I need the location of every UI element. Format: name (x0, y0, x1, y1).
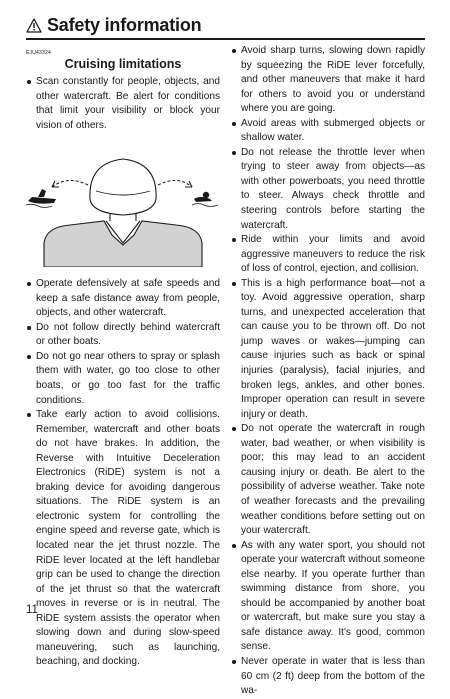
section-code: EJU43324 (26, 50, 51, 56)
list-item: Avoid areas with submerged objects or shallow water. (231, 117, 425, 146)
left-column (26, 44, 220, 670)
swimmer-icon (192, 192, 218, 207)
list-item: Scan constantly for people, objects, and other watercraft. Be alert for conditions that limit your visibility or block your vision of others. (26, 75, 220, 133)
visibility-illustration (26, 139, 220, 267)
list-item: This is a high performance boat—not a toy. Avoid aggressive operation, sharp turns, and unexpected acceleration that can cause you to be thrown off. Do not jump waves or wakes—jumping can cause injuries such as back or spinal injuries (paralysis), facial injuries, and broken legs, ankles, and other bones. Improper operation can result in severe injury or death. (231, 277, 425, 422)
list-item: Do not operate the watercraft in rough water, bad weather, or when visibility is poor; this may lead to an accident causing injury or death. Be alert to the possibility of adverse weather. Take note of weather forecasts and the prevailing weather conditions before setting out on your watercraft. (231, 422, 425, 538)
page-number: 11 (26, 604, 38, 616)
section-title: Cruising limitations (64, 57, 182, 71)
header-title: Safety information (47, 14, 202, 35)
bullet-list (26, 277, 220, 670)
first-bullet-list (26, 75, 220, 133)
list-item: Operate defensively at safe speeds and keep a safe distance away from people, objects, and other watercraft. (26, 277, 220, 321)
list-item: Do not follow directly behind watercraft or other boats. (26, 321, 220, 350)
rider-shoulders (44, 221, 202, 267)
warning-triangle-icon (26, 18, 42, 33)
section-header (26, 12, 226, 38)
watercraft-icon (26, 189, 56, 208)
list-item: Do not release the throttle lever when trying to steer away from objects—as with other powerboats, you need throttle to steer. Always check throttle and steering controls before starting the watercraft. (231, 146, 425, 233)
list-item: Ride within your limits and avoid aggressive maneuvers to reduce the risk of loss of control, ejection, and collision. (231, 233, 425, 277)
sight-arrow-right (158, 181, 192, 188)
list-item: Never operate in water that is less than 60 cm (2 ft) deep from the bottom of the wa- (231, 655, 425, 699)
list-item: Avoid sharp turns, slowing down rapidly by squeezing the RiDE lever forcefully, and other maneuvers that make it hard for others to avoid you or understand where you are going. (231, 44, 425, 117)
header-rule (26, 38, 425, 40)
rider-helmet (90, 159, 156, 215)
list-item: Do not go near others to spray or splash them with water, go too close to other boats, or go too fast for the traffic conditions. (26, 350, 220, 408)
sight-arrow-left (52, 181, 88, 188)
list-item: As with any water sport, you should not operate your watercraft without someone else nearby. If you operate further than swimming distance from shore, you should be accompanied by another boat or watercraft, but make sure you stay a safe distance away. It's good, common sense. (231, 539, 425, 655)
list-item: Take early action to avoid collisions. Remember, watercraft and other boats do not have brakes. In addition, the Reverse with Intuitive Deceleration Electronics (RiDE) system is not a braking device for avoiding dangerous situations. The RiDE system is an electronic system for controlling the engine speed and reverse gate, which is located near the jet thrust nozzle. The RiDE lever located at the left handlebar grip can be used to change the direction of the jet thrust so that the watercraft moves in reverse or is in neutral. The RiDE system assists the operator when slowing down and during slow-speed maneuvering, such as launching, beaching, and docking. (26, 408, 220, 670)
bullet-list (231, 44, 425, 699)
right-column (231, 44, 425, 699)
